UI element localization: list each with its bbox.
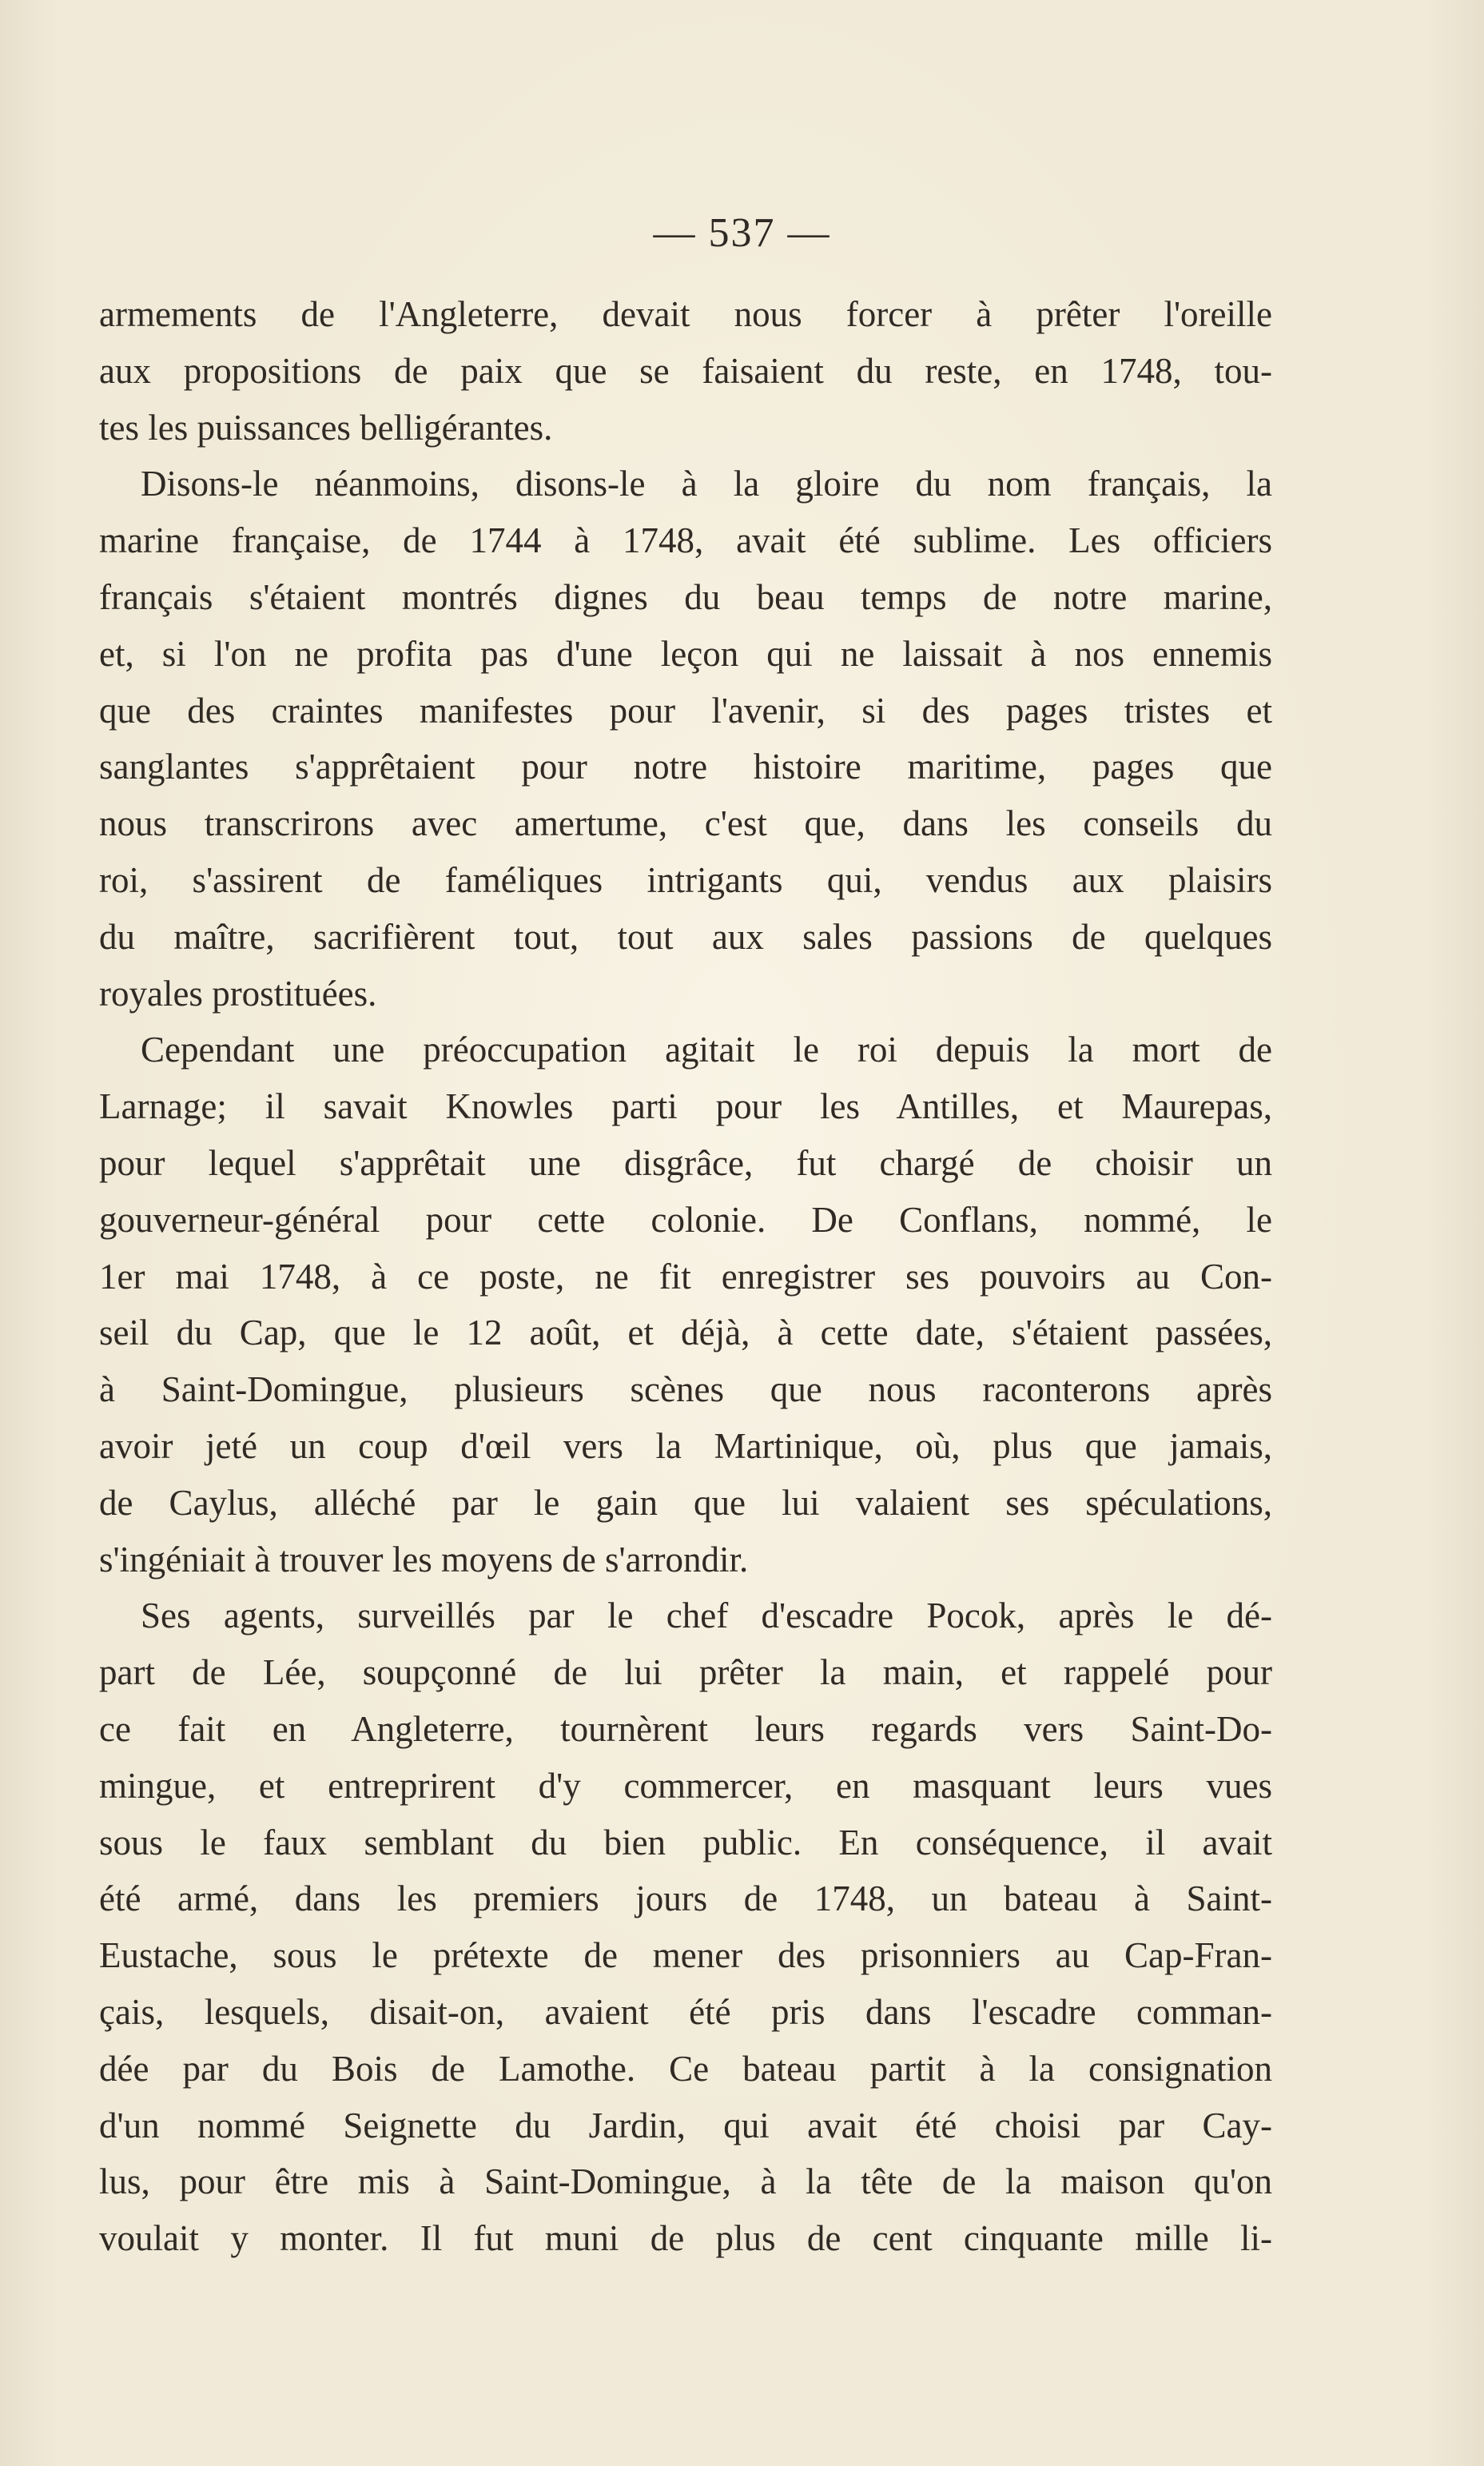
text-line: 1er mai 1748, à ce poste, ne fit enregistrer ses pouvoirs au Con- <box>99 1256 1272 1297</box>
text-line: sous le faux semblant du bien public. En conséquence, il avait <box>99 1822 1272 1862</box>
text-line: Eustache, sous le prétexte de mener des prisonniers au Cap-Fran- <box>99 1935 1272 1976</box>
text-line: part de Lée, soupçonné de lui prêter la main, et rappelé pour <box>99 1652 1272 1693</box>
text-line: royales prostituées. <box>99 973 377 1014</box>
text-line: çais, lesquels, disait-on, avaient été pris dans l'escadre comman- <box>99 1991 1272 2032</box>
text-line: Cependant une préoccupation agitait le roi depuis la mort de <box>141 1030 1272 1070</box>
text-line: gouverneur-général pour cette colonie. De Conflans, nommé, le <box>99 1199 1272 1240</box>
text-line: et, si l'on ne profita pas d'une leçon qui ne laissait à nos ennemis <box>99 633 1272 674</box>
text-line: lus, pour être mis à Saint-Domingue, à la tête de la maison qu'on <box>99 2161 1272 2202</box>
text-line: tes les puissances belligérantes. <box>99 407 553 448</box>
text-line: voulait y monter. Il fut muni de plus de cent cinquante mille li- <box>99 2218 1272 2259</box>
text-line: sanglantes s'apprêtaient pour notre histoire maritime, pages que <box>99 747 1272 787</box>
text-line: de Caylus, alléché par le gain que lui valaient ses spéculations, <box>99 1482 1272 1523</box>
text-line: dée par du Bois de Lamothe. Ce bateau partit à la consignation <box>99 2048 1272 2089</box>
text-line: roi, s'assirent de faméliques intrigants qui, vendus aux plaisirs <box>99 859 1272 900</box>
text-line: pour lequel s'apprêtait une disgrâce, fut chargé de choisir un <box>99 1142 1272 1183</box>
text-line: Disons-le néanmoins, disons-le à la gloire du nom français, la <box>141 464 1272 504</box>
text-line: français s'étaient montrés dignes du beau temps de notre marine, <box>99 576 1272 617</box>
body-text <box>99 286 1272 2267</box>
text-line: que des craintes manifestes pour l'avenir, si des pages tristes et <box>99 690 1272 731</box>
text-line: ce fait en Angleterre, tournèrent leurs regards vers Saint-Do- <box>99 1708 1272 1749</box>
text-line: avoir jeté un coup d'œil vers la Martinique, où, plus que jamais, <box>99 1425 1272 1466</box>
text-line: Larnage; il savait Knowles parti pour les Antilles, et Maurepas, <box>99 1086 1272 1127</box>
text-line: été armé, dans les premiers jours de 1748, un bateau à Saint- <box>99 1878 1272 1919</box>
text-line: armements de l'Angleterre, devait nous forcer à prêter l'oreille <box>99 294 1272 334</box>
text-line: Ses agents, surveillés par le chef d'escadre Pocok, après le dé- <box>141 1596 1272 1636</box>
text-line: marine française, de 1744 à 1748, avait été sublime. Les officiers <box>99 520 1272 561</box>
text-line: mingue, et entreprirent d'y commercer, en masquant leurs vues <box>99 1765 1272 1806</box>
text-line: aux propositions de paix que se faisaient du reste, en 1748, tou- <box>99 350 1272 391</box>
text-line: s'ingéniait à trouver les moyens de s'arrondir. <box>99 1539 749 1580</box>
text-line: nous transcrirons avec amertume, c'est que, dans les conseils du <box>99 803 1272 844</box>
text-line: seil du Cap, que le 12 août, et déjà, à cette date, s'étaient passées, <box>99 1313 1272 1353</box>
text-line: du maître, sacrifièrent tout, tout aux sales passions de quelques <box>99 916 1272 957</box>
page-number: — 537 — <box>653 210 831 256</box>
text-line: à Saint-Domingue, plusieurs scènes que nous raconterons après <box>99 1369 1272 1410</box>
text-line: d'un nommé Seignette du Jardin, qui avait été choisi par Cay- <box>99 2105 1272 2145</box>
